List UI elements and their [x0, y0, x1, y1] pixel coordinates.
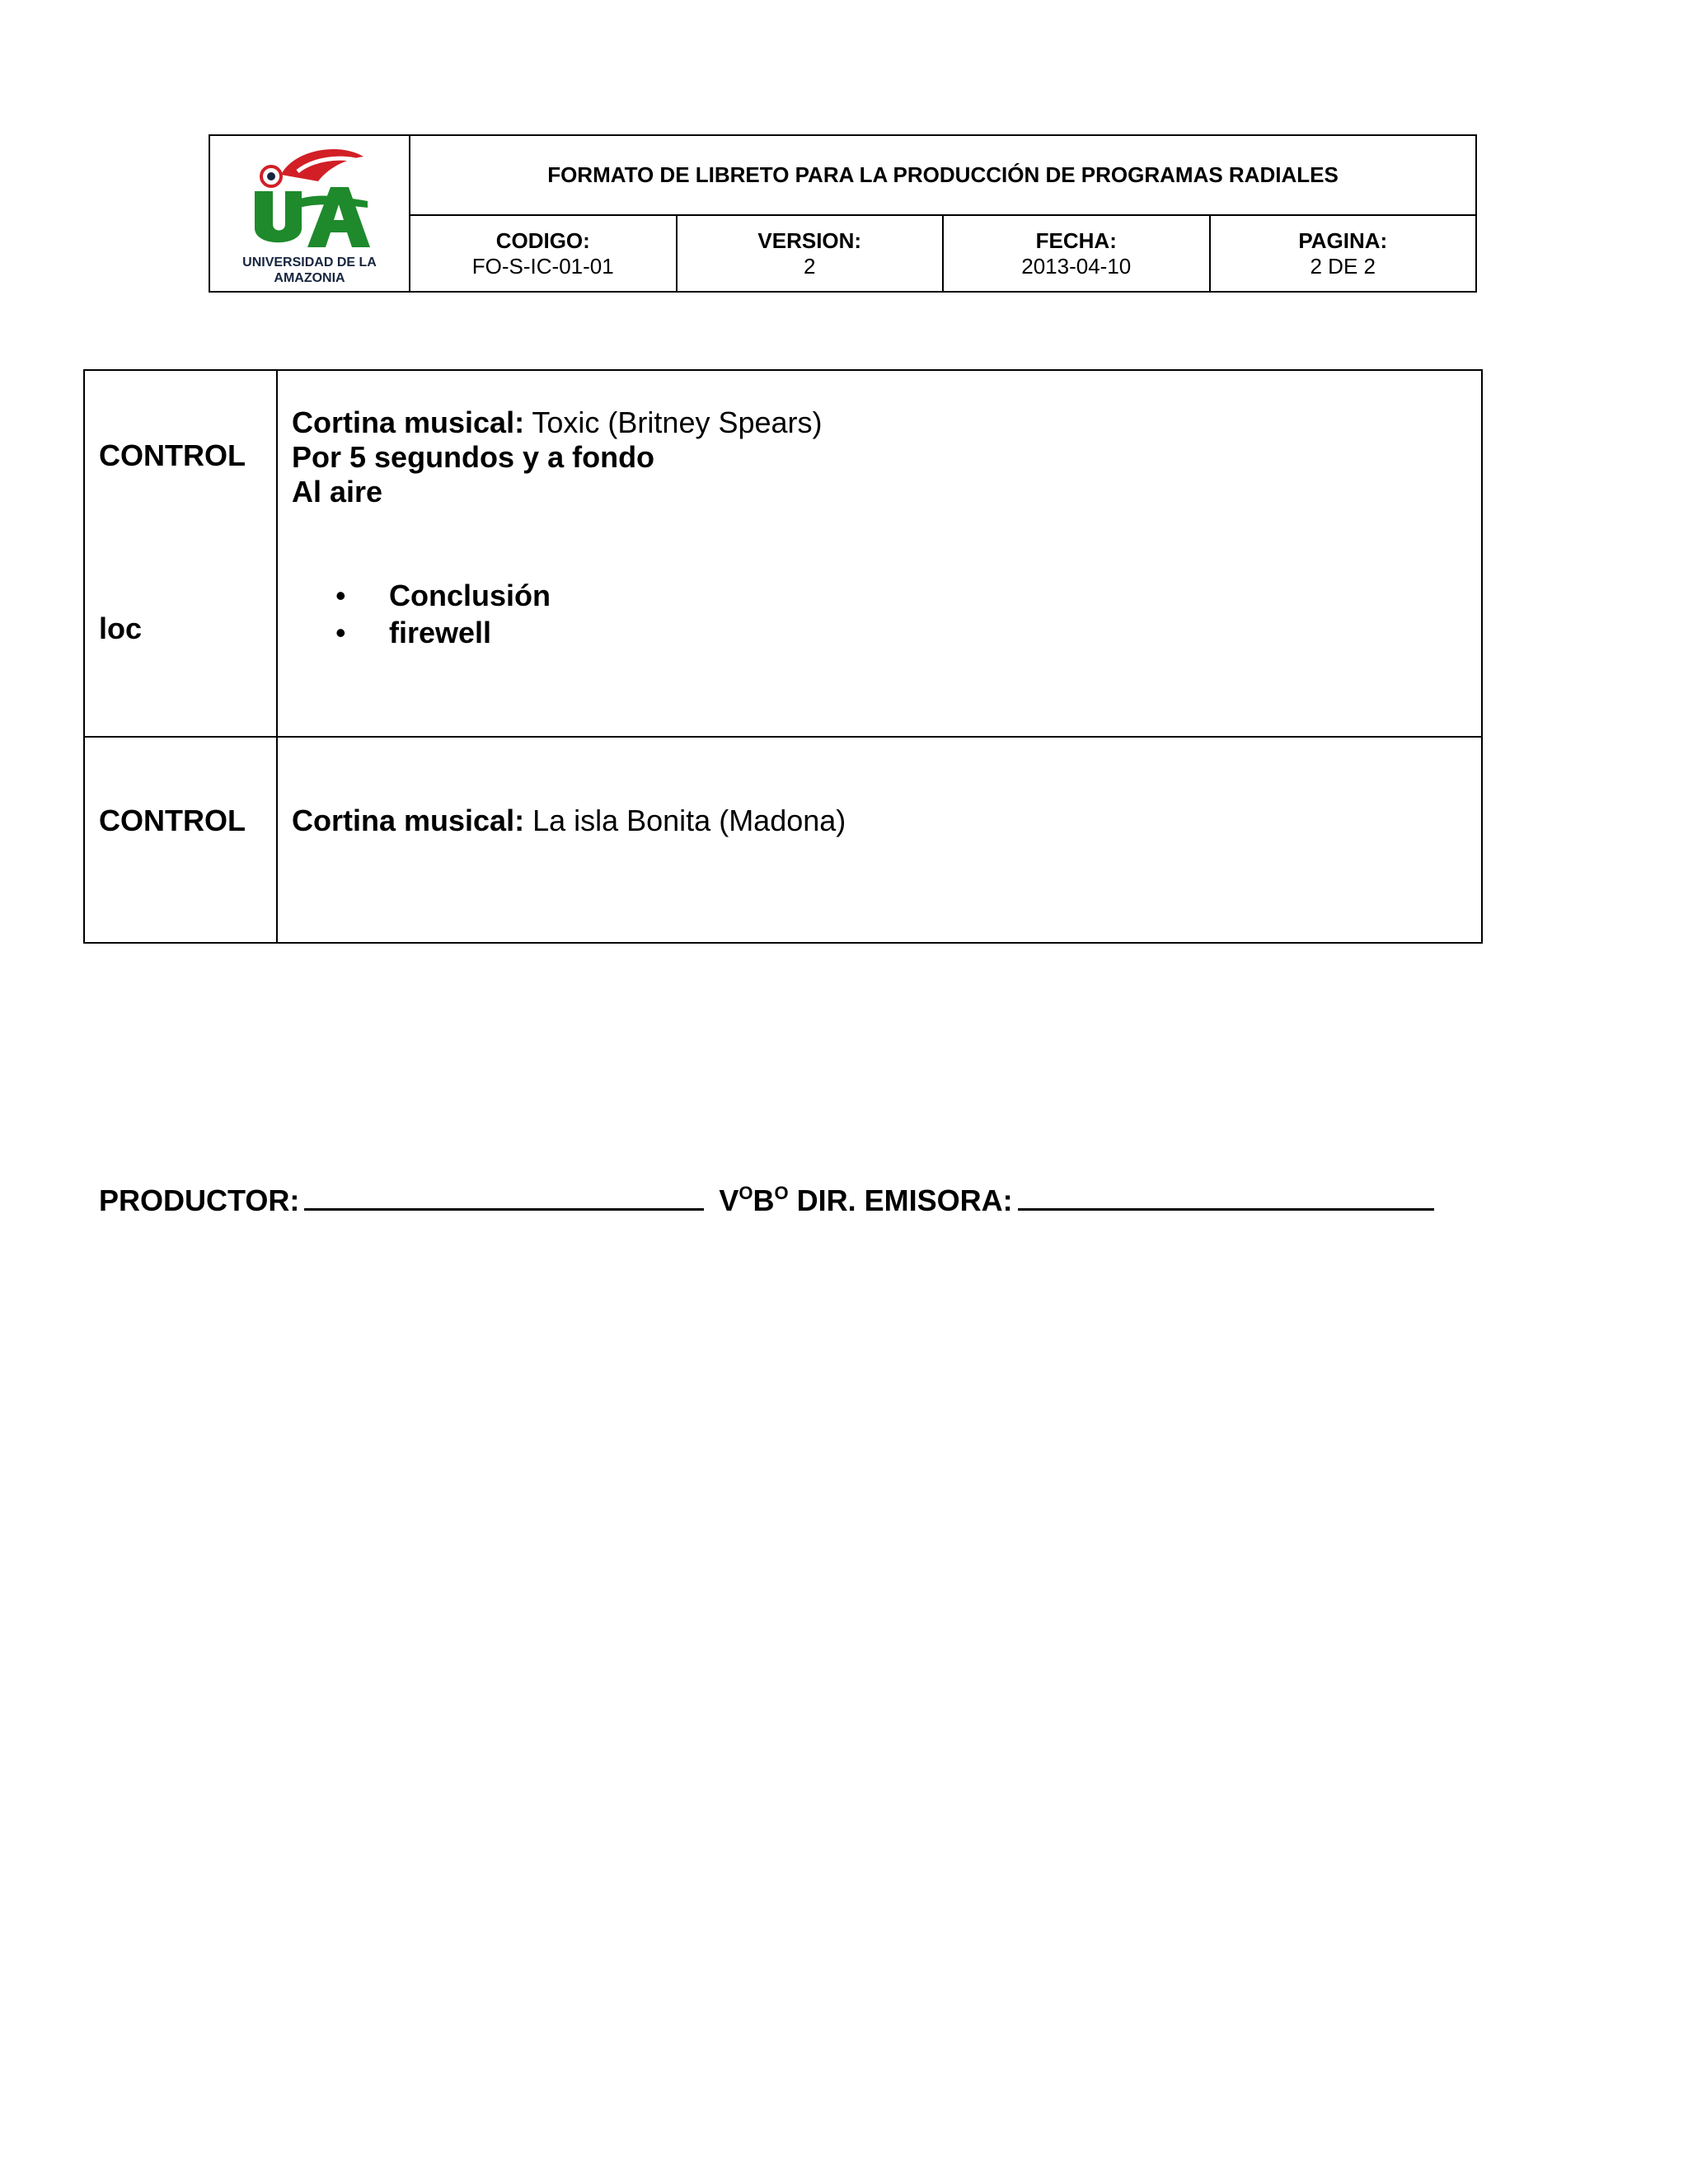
role-loc: loc: [99, 612, 143, 645]
dir-emisora-signature-field[interactable]: [1018, 1179, 1434, 1211]
duration-line: [292, 440, 654, 475]
logo-text-line2: AMAZONIA: [274, 270, 345, 285]
meta-version-label: VERSION:: [757, 227, 862, 253]
vobo-o1: O: [738, 1183, 753, 1203]
content-cell: [277, 370, 1482, 737]
on-air-text: Al aire: [292, 475, 383, 509]
logo-text-line1: UNIVERSIDAD DE LA: [242, 255, 377, 269]
meta-codigo-label: CODIGO:: [495, 227, 590, 253]
vobo-b: B: [753, 1183, 775, 1217]
script-row: [84, 370, 1482, 737]
list-item: • Conclusión: [335, 577, 551, 614]
document-header: [209, 134, 1477, 293]
meta-pagina-value: 2 DE 2: [1310, 253, 1376, 279]
productor-signature-field[interactable]: [304, 1179, 704, 1211]
role-cell: [84, 370, 277, 737]
toucan-logo-icon: [248, 142, 372, 253]
cortina-label: Cortina musical:: [292, 804, 525, 837]
duration-text: Por 5 segundos y a fondo: [292, 440, 655, 474]
bullet-list: [335, 577, 551, 651]
meta-version-value: 2: [804, 253, 816, 279]
vobo-o2: O: [774, 1183, 789, 1203]
on-air-line: [292, 475, 382, 509]
cortina-label: Cortina musical:: [292, 405, 525, 439]
role-control: CONTROL: [99, 438, 246, 472]
document-title: FORMATO DE LIBRETO PARA LA PRODUCCIÓN DE PROGRAMAS RADIALES: [410, 135, 1476, 215]
signature-line: [99, 1179, 1441, 1218]
content-cell: [277, 737, 1482, 943]
script-table: [83, 369, 1483, 944]
meta-fecha-label: FECHA:: [1035, 227, 1117, 253]
vobo-label: [719, 1183, 1012, 1217]
dir-emisora-label: DIR. EMISORA:: [788, 1183, 1013, 1217]
vobo-v: V: [719, 1183, 739, 1217]
logo-text: [242, 255, 377, 286]
meta-fecha-value: 2013-04-10: [1021, 253, 1132, 279]
role-control: CONTROL: [99, 804, 246, 837]
meta-codigo-value: FO-S-IC-01-01: [471, 253, 614, 279]
meta-fecha: [943, 215, 1210, 292]
script-row: [84, 737, 1482, 943]
cortina-line: [292, 405, 823, 440]
list-item: • firewell: [335, 614, 551, 651]
cortina-value: Toxic (Britney Spears): [524, 405, 823, 439]
role-cell: [84, 737, 277, 943]
meta-codigo: [410, 215, 677, 292]
meta-pagina-label: PAGINA:: [1298, 227, 1388, 253]
cortina-value: La isla Bonita (Madona): [524, 804, 846, 837]
productor-label: PRODUCTOR:: [99, 1183, 300, 1217]
cortina-line: [292, 804, 846, 838]
logo-cell: [209, 135, 410, 292]
university-logo: [210, 136, 409, 291]
meta-version: [677, 215, 944, 292]
meta-pagina: [1210, 215, 1477, 292]
